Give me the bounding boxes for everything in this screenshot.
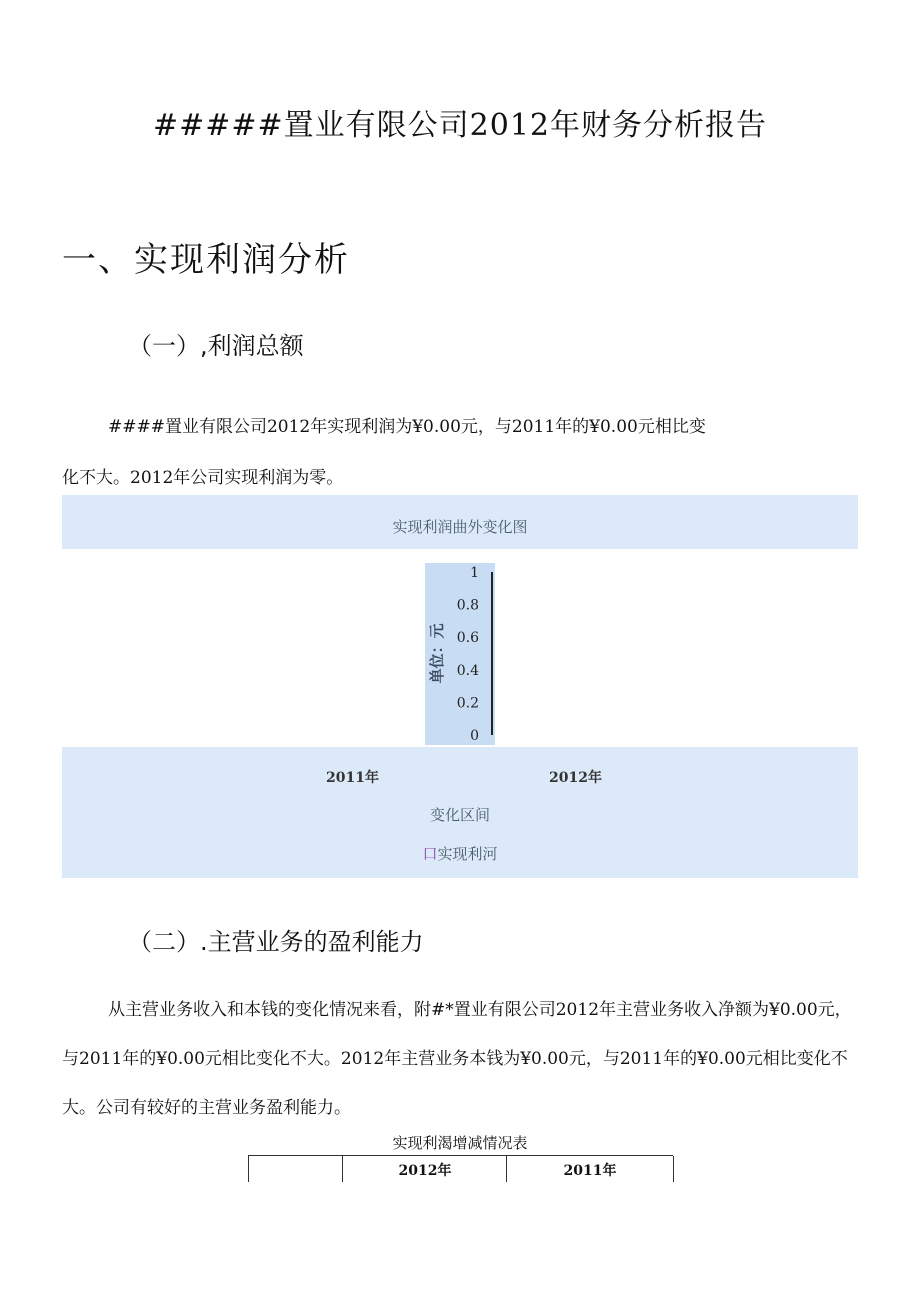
- paragraph-line: ####置业有限公司2012年实现利润为¥0.00元，与2011年的¥0.00元相比变: [108, 417, 706, 437]
- y-tick-label: 0.6: [456, 630, 479, 647]
- section-heading-profit-analysis: 一、实现利润分析: [62, 240, 350, 280]
- chart-legend: [62, 843, 858, 864]
- table-header-cell: 2012年: [342, 1156, 507, 1182]
- y-tick-label: 0.2: [456, 695, 479, 712]
- chart-plot-area: [425, 563, 495, 745]
- y-tick-label: 0: [470, 728, 479, 744]
- y-tick-label: 1: [470, 565, 479, 581]
- chart-title: 实现利润曲外变化图: [392, 518, 528, 536]
- table-caption: 实现利渴增减情况表: [392, 1134, 528, 1152]
- profitability-paragraph: 从主营业务收入和本钱的变化情况来看，附#*置业有限公司2012年主营业务收入净额为¥0.00元，与2011年的¥0.00元相比变化不大。2012年主营业务本钱为¥0.00元，与2011年的¥0.00元相比变化不大。公司有较好的主营业务盈利能力。: [62, 1000, 852, 1118]
- x-tick-label: 2012年: [549, 770, 602, 786]
- table-header-cell: [248, 1156, 342, 1182]
- legend-label: 实现利河: [437, 845, 498, 863]
- subsection-heading-total-profit: （一）,利润总额: [128, 332, 304, 360]
- chart-svg: [425, 563, 495, 745]
- profit-change-table: [248, 1155, 673, 1182]
- total-profit-paragraph: [62, 402, 862, 504]
- subsection-heading-profitability: （二）.主营业务的盈利能力: [128, 928, 424, 956]
- y-tick-label: 0.8: [456, 597, 479, 614]
- paragraph-line: 化不大。2012年公司实现利润为零。: [62, 468, 344, 488]
- document-title: #####置业有限公司2012年财务分析报告: [152, 108, 768, 143]
- legend-marker: 口: [422, 845, 438, 863]
- x-tick-label: 2011年: [326, 770, 379, 786]
- table-header-cell: 2011年: [506, 1156, 674, 1182]
- y-tick-label: 0.4: [456, 662, 479, 679]
- y-axis-label: 单位：元: [428, 623, 446, 684]
- x-axis-label: 变化区间: [429, 806, 490, 824]
